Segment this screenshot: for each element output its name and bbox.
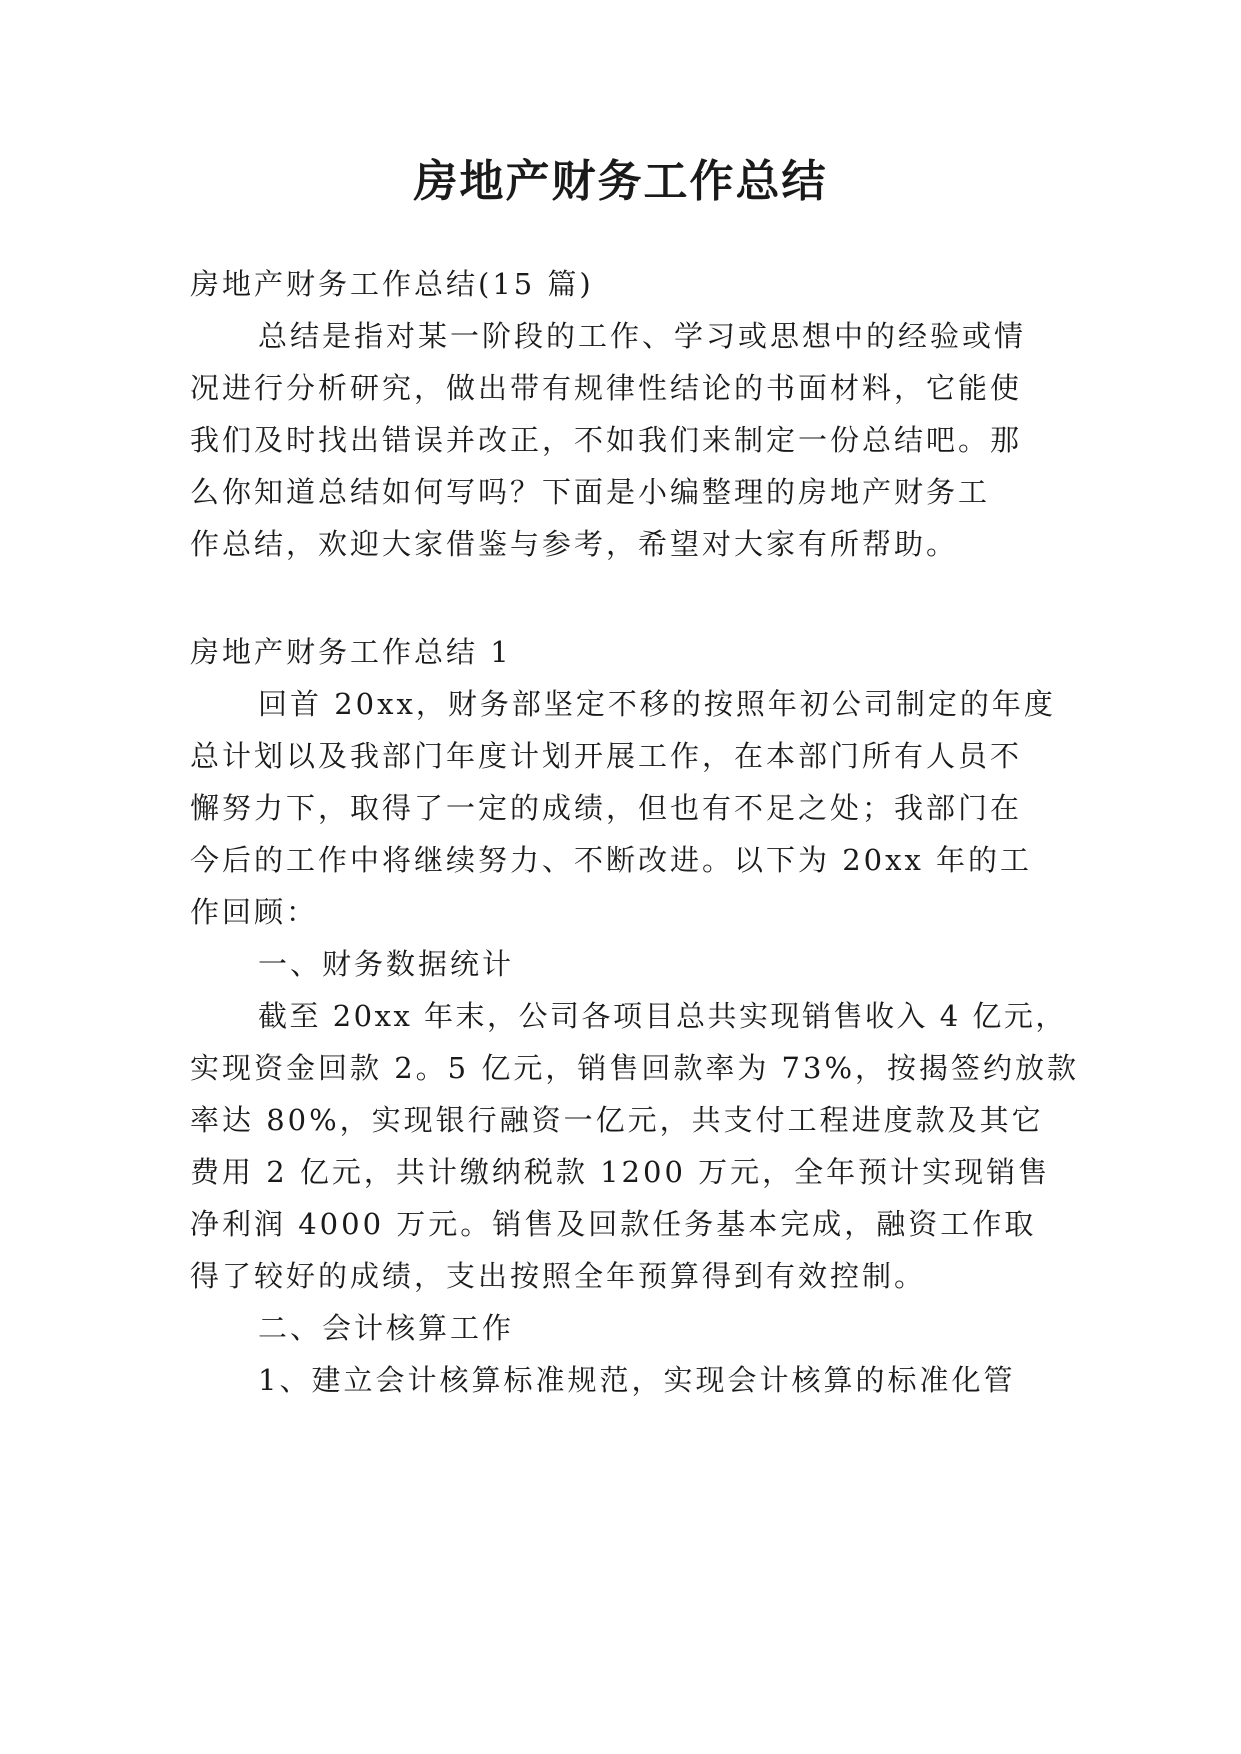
part-line: 净利润 4000 万元。销售及回款任务基本完成，融资工作取 — [190, 1207, 1037, 1241]
section-line: 总计划以及我部门年度计划开展工作，在本部门所有人员不 — [190, 739, 1023, 773]
section-line: 回首 20xx，财务部坚定不移的按照年初公司制定的年度 — [258, 687, 1056, 721]
section-line: 今后的工作中将继续努力、不断改进。以下为 20xx 年的工 — [190, 843, 1033, 877]
part-line: 率达 80%，实现银行融资一亿元，共支付工程进度款及其它 — [190, 1103, 1044, 1137]
part-line: 截至 20xx 年末，公司各项目总共实现销售收入 4 亿元， — [258, 999, 1067, 1033]
intro-line: 作总结，欢迎大家借鉴与参考，希望对大家有所帮助。 — [190, 527, 959, 561]
intro-line: 么你知道总结如何写吗？下面是小编整理的房地产财务工 — [190, 475, 991, 509]
intro-line: 我们及时找出错误并改正，不如我们来制定一份总结吧。那 — [190, 423, 1023, 457]
document-title: 房地产财务工作总结 — [413, 156, 828, 207]
part-line: 得了较好的成绩，支出按照全年预算得到有效控制。 — [190, 1259, 927, 1293]
intro-line: 总结是指对某一阶段的工作、学习或思想中的经验或情 — [258, 319, 1027, 353]
part-line: 1、建立会计核算标准规范，实现会计核算的标准化管 — [258, 1363, 1016, 1397]
document-subtitle: 房地产财务工作总结(15 篇) — [190, 267, 594, 301]
part-line: 实现资金回款 2。5 亿元，销售回款率为 73%，按揭签约放款 — [190, 1051, 1080, 1085]
part-heading: 一、财务数据统计 — [258, 947, 515, 981]
section-line: 懈努力下，取得了一定的成绩，但也有不足之处；我部门在 — [190, 791, 1023, 825]
section-line: 作回顾： — [190, 895, 319, 929]
part-line: 费用 2 亿元，共计缴纳税款 1200 万元，全年预计实现销售 — [190, 1155, 1051, 1189]
intro-line: 况进行分析研究，做出带有规律性结论的书面材料，它能使 — [190, 371, 1023, 405]
section-heading: 房地产财务工作总结 1 — [190, 635, 512, 669]
part-heading: 二、会计核算工作 — [258, 1311, 515, 1345]
